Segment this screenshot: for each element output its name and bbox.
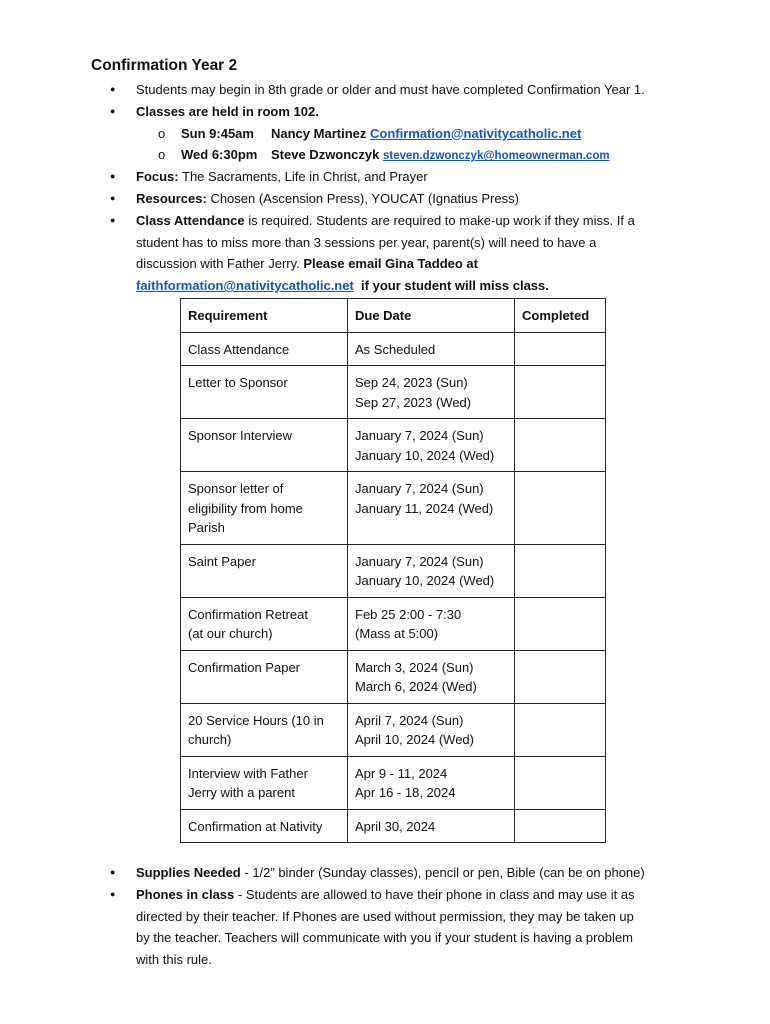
- list-item-continuation: [108, 253, 708, 275]
- completed-cell[interactable]: [515, 597, 606, 650]
- list-item: [108, 79, 708, 101]
- room-text: Classes are held in room 102.: [136, 103, 319, 119]
- due-date-cell: April 7, 2024 (Sun) April 10, 2024 (Wed): [348, 703, 515, 756]
- supplies-label: Supplies Needed: [136, 865, 241, 880]
- teacher-name: Steve Dzwonczyk: [271, 147, 380, 163]
- phones-text: by the teacher. Teachers will communicate with you if your student is having a problem: [136, 930, 633, 946]
- focus-text: The Sacraments, Life in Christ, and Prayer: [182, 169, 428, 185]
- list-item: [108, 884, 728, 906]
- due-date-cell: April 30, 2024: [348, 809, 515, 843]
- class-time: Wed 6:30pm: [181, 147, 258, 163]
- requirement-cell: Interview with Father Jerry with a parent: [181, 756, 348, 809]
- requirement-cell: Sponsor letter of eligibility from home Parish: [181, 472, 348, 545]
- table-row: [181, 472, 606, 545]
- eligibility-text: Students may begin in 8th grade or older and must have completed Confirmation Year 1.: [136, 82, 645, 97]
- completed-cell[interactable]: [515, 703, 606, 756]
- sub-bullet-marker: o: [158, 125, 166, 141]
- teacher-email-link[interactable]: Confirmation@nativitycatholic.net: [370, 125, 582, 141]
- table-row: [181, 809, 606, 843]
- bullet-icon: ●: [110, 867, 116, 877]
- teacher-name: Nancy Martinez: [271, 125, 367, 141]
- attendance-label: Class Attendance: [136, 212, 245, 228]
- sub-list-item: [108, 144, 708, 166]
- class-time: Sun 9:45am: [181, 125, 254, 141]
- attendance-line: [136, 253, 478, 275]
- attendance-email-note: Please email Gina Taddeo at: [303, 256, 478, 272]
- table-row: [181, 366, 606, 419]
- teacher-line: [271, 144, 610, 168]
- phones-label: Phones in class: [136, 886, 235, 902]
- list-item-continuation: [108, 275, 708, 297]
- bullet-icon: ●: [110, 105, 116, 116]
- resources-label: Resources:: [136, 190, 207, 206]
- list-item: [108, 166, 708, 188]
- due-date-cell: Sep 24, 2023 (Sun) Sep 27, 2023 (Wed): [348, 366, 515, 419]
- bullet-icon: ●: [110, 171, 116, 182]
- requirement-cell: Letter to Sponsor: [181, 366, 348, 419]
- bullet-icon: ●: [110, 888, 116, 899]
- phones-text: - Students are allowed to have their phone in class and may use it as: [237, 886, 635, 902]
- attendance-email-note: if your student will miss class.: [361, 278, 549, 294]
- due-date-cell: January 7, 2024 (Sun) January 10, 2024 (Wed): [348, 419, 515, 472]
- table-row: [181, 650, 606, 703]
- attendance-line: [136, 210, 635, 232]
- requirement-cell: 20 Service Hours (10 in church): [181, 703, 348, 756]
- completed-cell[interactable]: [515, 756, 606, 809]
- requirement-cell: Sponsor Interview: [181, 419, 348, 472]
- due-date-cell: January 7, 2024 (Sun) January 11, 2024 (Wed): [348, 472, 515, 545]
- focus-label: Focus:: [136, 169, 179, 185]
- completed-cell[interactable]: [515, 472, 606, 545]
- table-row: [181, 332, 606, 366]
- list-item: [108, 101, 708, 123]
- attendance-text: student has to miss more than 3 sessions per year, parent(s) will need to have a: [136, 234, 597, 250]
- resources-line: [136, 188, 519, 210]
- completed-cell[interactable]: [515, 650, 606, 703]
- table-row: [181, 419, 606, 472]
- table-header-row: [181, 299, 606, 333]
- list-item-continuation: [108, 927, 728, 949]
- table-row: [181, 703, 606, 756]
- table-row: [181, 544, 606, 597]
- resources-text: Chosen (Ascension Press), YOUCAT (Ignatius Press): [210, 190, 519, 206]
- due-date-cell: January 7, 2024 (Sun) January 10, 2024 (Wed): [348, 544, 515, 597]
- requirements-table: [180, 298, 606, 843]
- requirement-cell: Confirmation at Nativity: [181, 809, 348, 843]
- phones-text: with this rule.: [136, 952, 212, 968]
- due-date-cell: March 3, 2024 (Sun) March 6, 2024 (Wed): [348, 650, 515, 703]
- completed-cell[interactable]: [515, 419, 606, 472]
- column-header-completed: Completed: [515, 299, 606, 333]
- completed-cell[interactable]: [515, 544, 606, 597]
- list-item-continuation: [108, 232, 708, 254]
- completed-cell[interactable]: [515, 809, 606, 843]
- list-item-continuation: [108, 949, 728, 971]
- supplies-text: - 1/2” binder (Sunday classes), pencil or pen, Bible (can be on phone): [244, 865, 645, 880]
- attendance-text: is required. Students are required to make-up work if they miss. If a: [248, 212, 635, 228]
- phones-line: [136, 884, 635, 906]
- faith-formation-email-link[interactable]: faithformation@nativitycatholic.net: [136, 278, 354, 294]
- bullet-icon: ●: [110, 192, 116, 203]
- due-date-cell: As Scheduled: [348, 332, 515, 366]
- table-row: [181, 756, 606, 809]
- list-item: [108, 188, 708, 210]
- teacher-line: [271, 123, 581, 145]
- due-date-cell: Feb 25 2:00 - 7:30 (Mass at 5:00): [348, 597, 515, 650]
- completed-cell[interactable]: [515, 332, 606, 366]
- table-row: [181, 597, 606, 650]
- bullet-icon: ●: [110, 84, 116, 94]
- list-item-continuation: [108, 906, 728, 928]
- bullet-icon: ●: [110, 214, 116, 225]
- column-header-due-date: Due Date: [348, 299, 515, 333]
- phones-text: directed by their teacher. If Phones are used without permission, they may be taken up: [136, 908, 634, 924]
- supplies-line: [136, 862, 645, 884]
- list-item: [108, 210, 708, 232]
- requirement-cell: Confirmation Paper: [181, 650, 348, 703]
- requirement-cell: Saint Paper: [181, 544, 348, 597]
- column-header-requirement: Requirement: [181, 299, 348, 333]
- sub-list-item: [108, 123, 708, 145]
- list-item: [108, 862, 728, 884]
- page-title: Confirmation Year 2: [91, 57, 238, 74]
- attendance-text: discussion with Father Jerry.: [136, 256, 300, 272]
- requirement-cell: Confirmation Retreat (at our church): [181, 597, 348, 650]
- focus-line: [136, 166, 428, 188]
- attendance-line: [136, 275, 549, 297]
- requirement-cell: Class Attendance: [181, 332, 348, 366]
- sub-bullet-marker: o: [158, 147, 166, 163]
- due-date-cell: Apr 9 - 11, 2024 Apr 16 - 18, 2024: [348, 756, 515, 809]
- completed-cell[interactable]: [515, 366, 606, 419]
- additional-info-list: [108, 862, 728, 971]
- info-list: [108, 79, 708, 297]
- teacher-email-link[interactable]: steven.dzwonczyk@homeownerman.com: [383, 150, 610, 163]
